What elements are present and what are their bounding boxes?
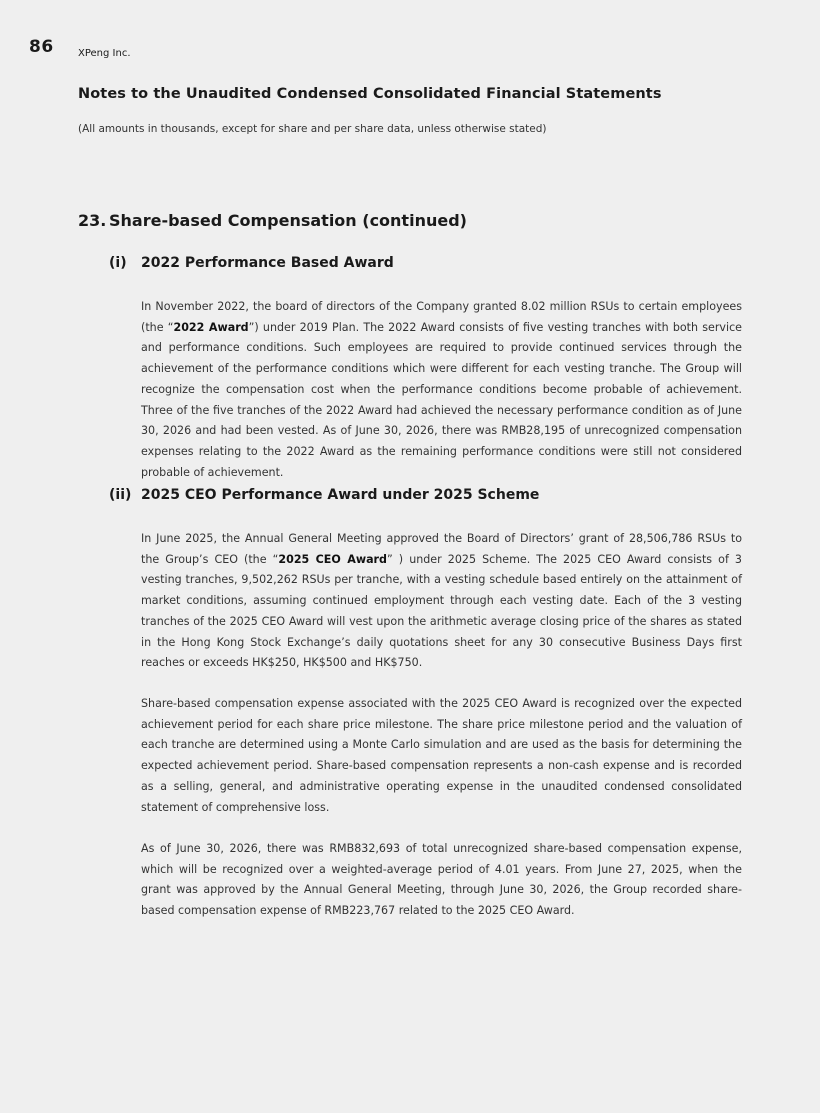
section-number: 23.	[78, 211, 107, 230]
section-heading	[78, 211, 467, 230]
page-number: 86	[29, 37, 54, 57]
paragraph-text: In November 2022, the board of directors of the Company granted 8.02 million RSUs to certain employees (the “	[141, 300, 742, 334]
subsection-heading-ii	[109, 487, 539, 503]
paragraph-ceo-award-grant	[141, 529, 742, 674]
defined-term: 2025 CEO Award	[278, 552, 387, 566]
paragraph-text: ”) under 2019 Plan. The 2022 Award consists of five vesting tranches with both service and performance conditions. Such employees are required to provide continued services through the achievement of the performance conditions which were different for each vesting tranche. The Group will recognize the compensation cost when the performance conditions become probable of achievement. Three of the five tranches of the 2022 Award had achieved the necessary performance condition as of June 30, 2026 and had been vested. As of June 30, 2026, there was RMB28,195 of unrecognized compensation expenses relating to the 2022 Award as the remaining performance conditions were still not considered probable of achievement.	[141, 320, 742, 479]
paragraph-ceo-award-expense: Share-based compensation expense associated with the 2025 CEO Award is recognized over the expected achievement period for each share price milestone. The share price milestone period and the valuation of each tranche are determined using a Monte Carlo simulation and are used as the basis for determining the expected achievement period. Share-based compensation represents a non-cash expense and is recorded as a selling, general, and administrative operating expense in the unaudited condensed consolidated statement of comprehensive loss.	[141, 697, 742, 814]
paragraph-ceo-award-unrecognized: As of June 30, 2026, there was RMB832,693 of total unrecognized share-based compensation expense, which will be recognized over a weighted-average period of 4.01 years. From June 27, 2025, when the grant was approved by the Annual General Meeting, through June 30, 2026, the Group recorded share-based compensation expense of RMB223,767 related to the 2025 CEO Award.	[141, 842, 742, 918]
paragraph-text: In June 2025, the Annual General Meeting approved the Board of Directors’ grant of 28,506,786 RSUs to the Group’s CEO (the “	[141, 532, 742, 566]
subsection-title: 2025 CEO Performance Award under 2025 Scheme	[141, 487, 540, 503]
section-title: Share-based Compensation (continued)	[109, 211, 467, 230]
subsection-numeral: (i)	[109, 255, 127, 271]
paragraph-text: ” ) under 2025 Scheme. The 2025 CEO Award consists of 3 vesting tranches, 9,502,262 RSUs per tranche, with a vesting schedule based entirely on the attainment of market conditions, assuming continued employment through each vesting date. Each of the 3 vesting tranches of the 2025 CEO Award will vest upon the arithmetic average closing price of the shares as stated in the Hong Kong Stock Exchange’s daily quotations sheet for any 30 consecutive Business Days first reaches or exceeds HK$250, HK$500 and HK$750.	[141, 552, 742, 670]
subsection-title: 2022 Performance Based Award	[141, 255, 394, 271]
defined-term: 2022 Award	[173, 320, 249, 334]
document-subtitle: (All amounts in thousands, except for share and per share data, unless otherwise stated)	[78, 123, 547, 135]
paragraph-2022-award	[141, 297, 742, 483]
company-name: XPeng Inc.	[78, 48, 131, 59]
document-title: Notes to the Unaudited Condensed Consolidated Financial Statements	[78, 86, 662, 102]
subsection-heading-i	[109, 255, 394, 271]
subsection-numeral: (ii)	[109, 487, 132, 503]
